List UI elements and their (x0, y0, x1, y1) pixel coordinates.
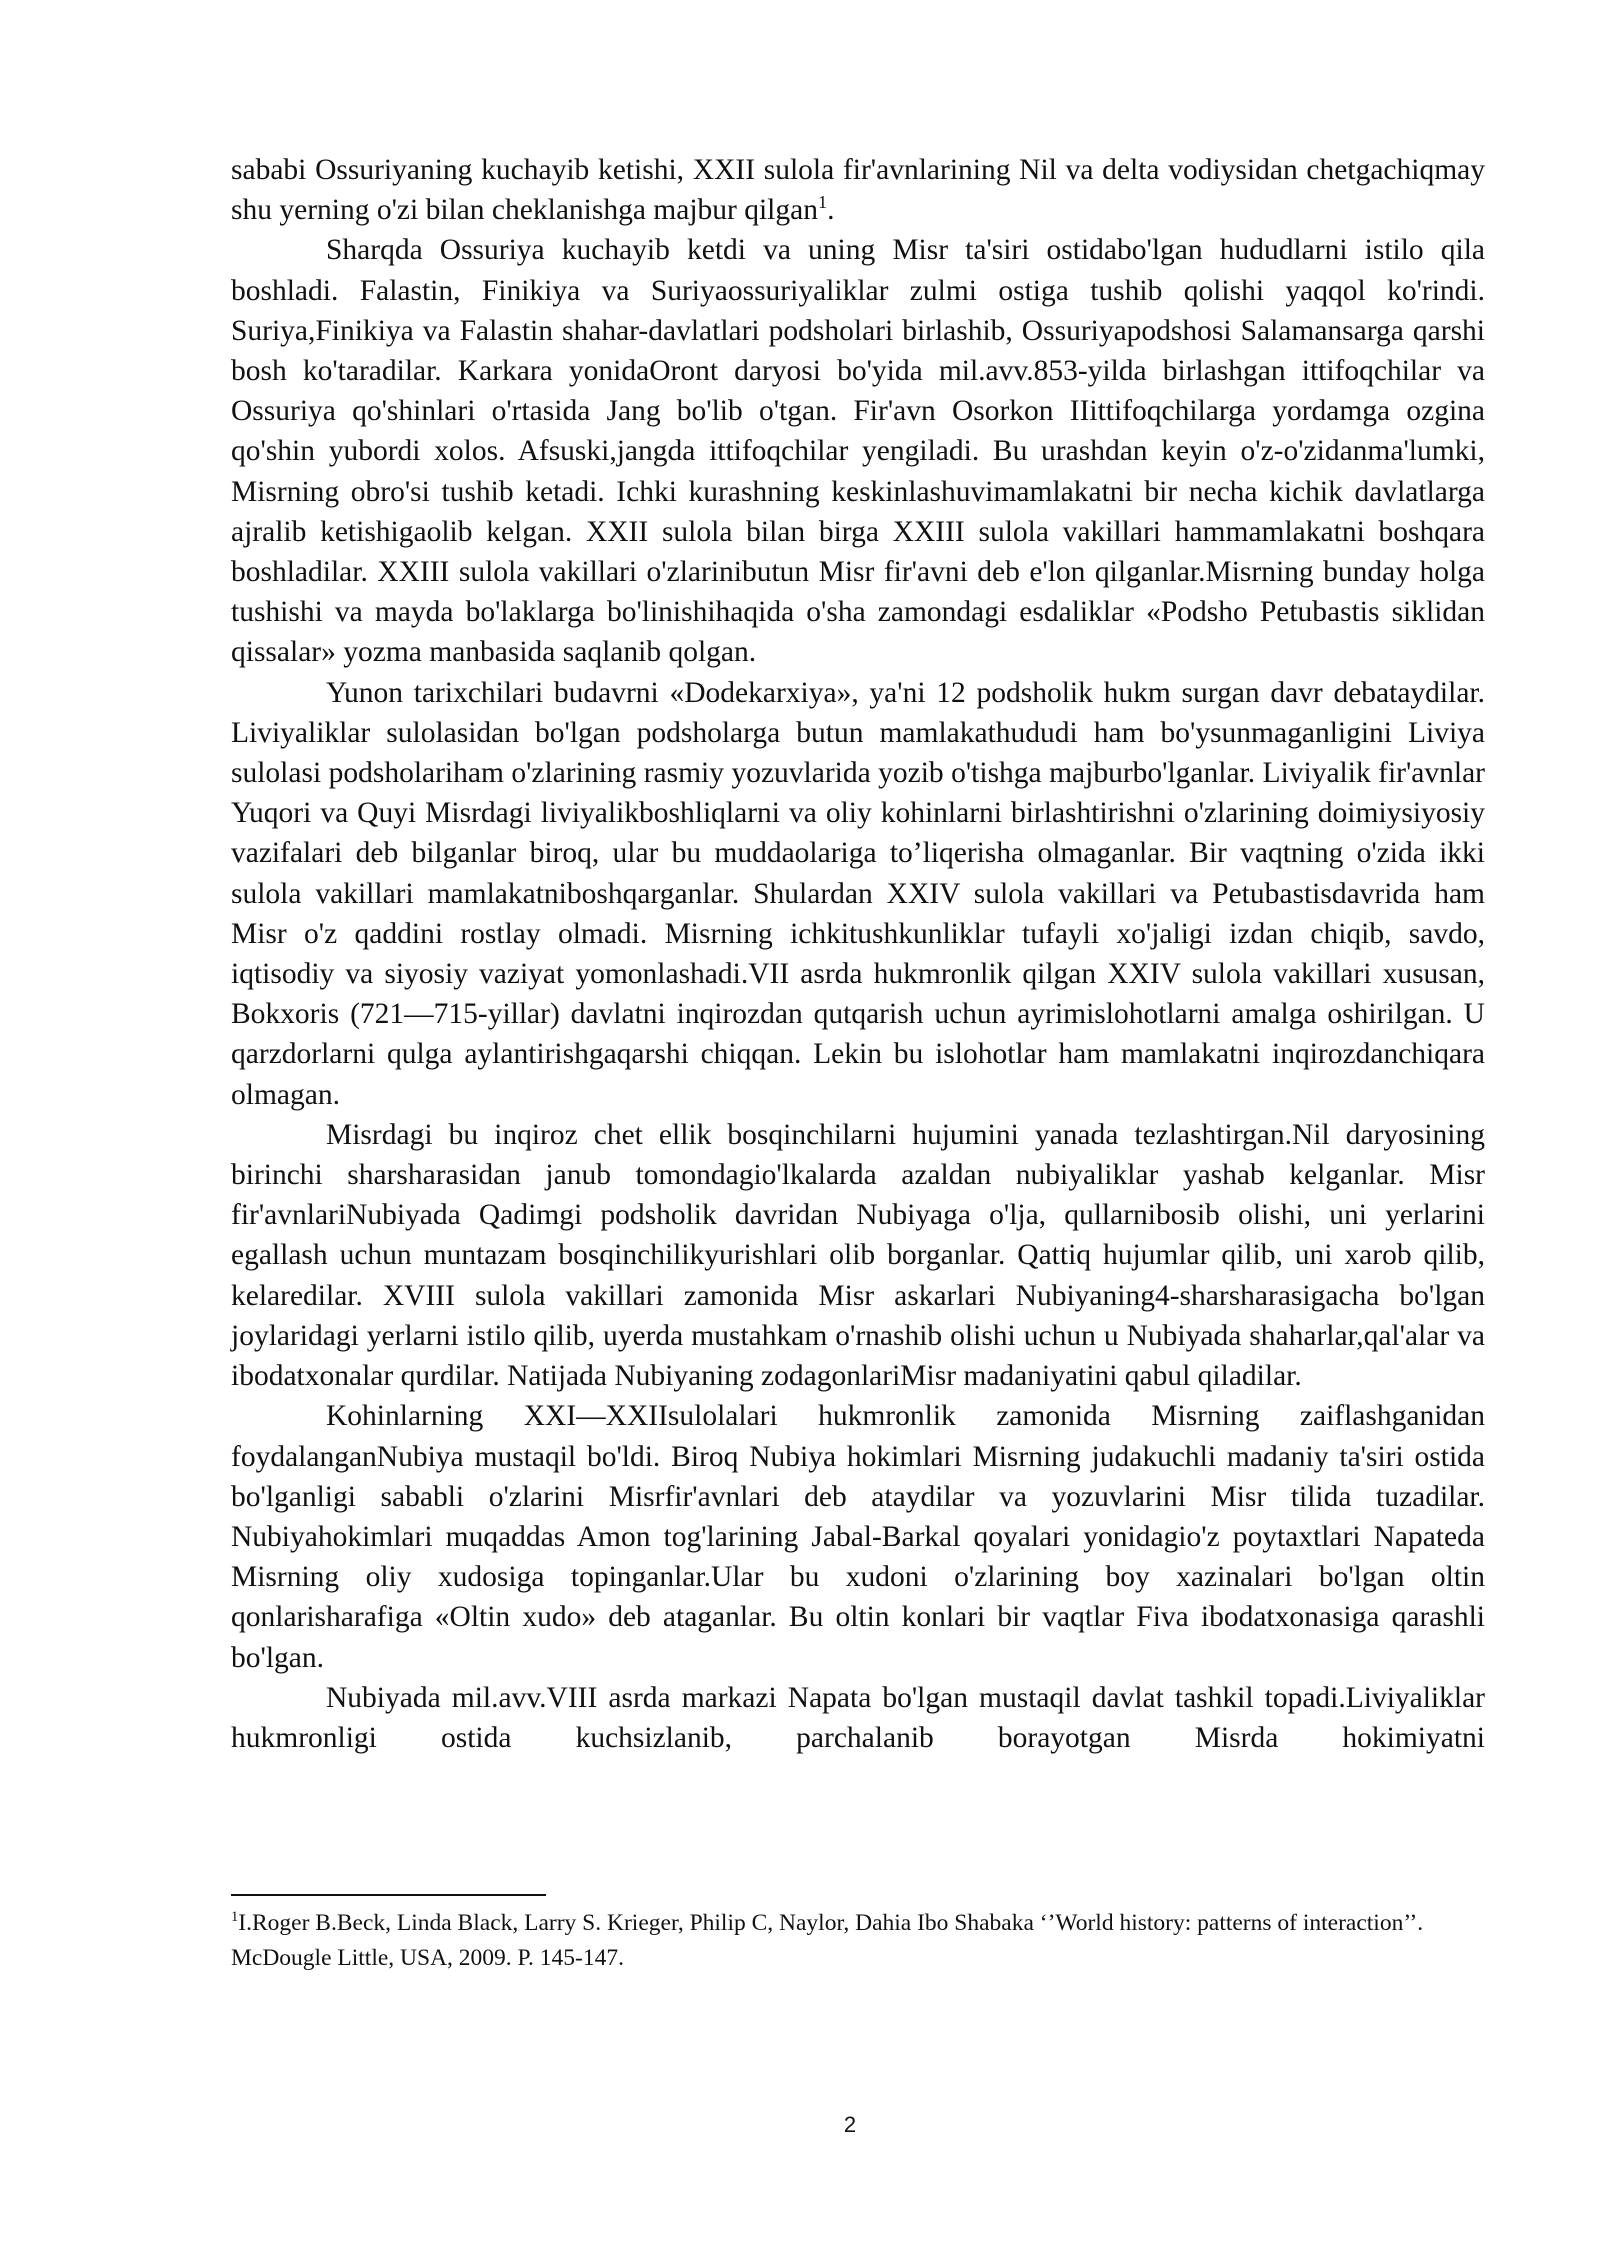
paragraph-nubiya-invasions: Misrdagi bu inqiroz chet ellik bosqinchilarni hujumini yanada tezlashtirgan.Nil daryosining birinchi sharsharasidan janub tomondagio'lkalarda azaldan nubiyaliklar yashab kelganlar. Misr fir'avnlariNubiyada Qadimgi podsholik davridan Nubiyaga o'lja, qullarnibosib olishi, uni yerlarini egallash uchun muntazam bosqinchilikyurishlari olib borganlar. Qattiq hujumlar qilib, uni xarob qilib, kelaredilar. XVIII sulola vakillari zamonida Misr askarlari Nubiyaning4-sharsharasigacha bo'lgan joylaridagi yerlarni istilo qilib, uyerda mustahkam o'rnashib olishi uchun u Nubiyada shaharlar,qal'alar va ibodatxonalar qurdilar. Natijada Nubiyaning zodagonlariMisr madaniyatini qabul qiladilar. (231, 1118, 1485, 1393)
footnote-reference: 1 (817, 192, 828, 213)
footnote-text: I.Roger B.Beck, Linda Black, Larry S. Krieger, Philip C, Naylor, Dahia Ibo Shabaka ‘’World history: patterns of interaction’’. McDougle Little, USA, 2009. P. 145-147. (231, 1910, 1424, 1971)
footnote-marker: 1 (231, 1909, 239, 1926)
paragraph-ossuriya: Sharqda Ossuriya kuchayib ketdi va uning Misr ta'siri ostidabo'lgan hududlarni istilo qila boshladi. Falastin, Finikiya va Suriyaossuriyaliklar zulmi ostiga tushib qolishi yaqqol ko'rindi. Suriya,Finikiya va Falastin shahar-davlatlari podsholari birlashib, Ossuriyapodshosi Salamansarga qarshi bosh ko'taradilar. Karkara yonidaOront daryosi bo'yida mil.avv.853-yilda birlashgan ittifoqchilar va Ossuriya qo'shinlari o'rtasida Jang bo'lib o'tgan. Fir'avn Osorkon IIittifoqchilarga yordamga ozgina qo'shin yubordi xolos. Afsuski,jangda ittifoqchilar yengiladi. Bu urashdan keyin o'z-o'zidanma'lumki, Misrning obro'si tushib ketadi. Ichki kurashning keskinlashuvimamlakatni bir necha kichik davlatlarga ajralib ketishigaolib kelgan. XXII sulola bilan birga XXIII sulola vakillari hammamlakatni boshqara boshladilar. XXIII sulola vakillari o'zlarinibutun Misr fir'avni deb e'lon qilganlar.Misrning bunday holga tushishi va mayda bo'laklarga bo'linishihaqida o'sha zamondagi esdaliklar «Podsho Petubastis siklidan qissalar» yozma manbasida saqlanib qolgan. (231, 234, 1485, 669)
paragraph-nubiya-independence: Kohinlarning XXI—XXIIsulolalari hukmronlik zamonida Misrning zaiflashganidan foydalanganNubiya mustaqil bo'ldi. Biroq Nubiya hokimlari Misrning judakuchli madaniy ta'siri ostida bo'lganligi sababli o'zlarini Misrfir'avnlari deb ataydilar va yozuvlarini Misr tilida tuzadilar. Nubiyahokimlari muqaddas Amon tog'larining Jabal-Barkal qoyalari yonidagio'z poytaxtlari Napateda Misrning oliy xudosiga topinganlar.Ular bu xudoni o'zlarining boy xazinalari bo'lgan oltin qonlarisharafiga «Oltin xudo» deb ataganlar. Bu oltin konlari bir vaqtlar Fiva ibodatxonasiga qarashli bo'lgan. (231, 1400, 1485, 1674)
paragraph-continuation (231, 150, 1485, 230)
paragraph-napata: Nubiyada mil.avv.VIII asrda markazi Napata bo'lgan mustaqil davlat tashkil topadi.Liviyaliklar hukmronligi ostida kuchsizlanib, parchalanib borayotgan Misrda hokimiyatni (231, 1681, 1485, 1754)
paragraph-suffix: . (827, 194, 835, 227)
main-text (231, 150, 1485, 1758)
page-number: 2 (843, 2112, 857, 2137)
footnote-separator (231, 1894, 546, 1896)
paragraph-text: sababi Ossuriyaning kuchayib ketishi, XXII sulola fir'avnlarining Nil va delta vodiysidan chetgachiqmay shu yerning o'zi bilan cheklanishga majbur qilgan (231, 154, 1485, 227)
paragraph-dodekarxiya: Yunon tarixchilari budavrni «Dodekarxiya», ya'ni 12 podsholik hukm surgan davr debataydilar. Liviyaliklar sulolasidan bo'lgan podsholarga butun mamlakathududi ham bo'ysunmaganligini Liviya sulolasi podsholariham o'zlarining rasmiy yozuvlarida yozib o'tishga majburbo'lganlar. Liviyalik fir'avnlar Yuqori va Quyi Misrdagi liviyalikboshliqlarni va oliy kohinlarni birlashtirishni o'zlarining doimiysiyosiy vazifalari deb bilganlar biroq, ular bu muddaolariga to’liqerisha olmaganlar. Bir vaqtning o'zida ikki sulola vakillari mamlakatniboshqarganlar. Shulardan XXIV sulola vakillari va Petubastisdavrida ham Misr o'z qaddini rostlay olmadi. Misrning ichkitushkunliklar tufayli xo'jaligi izdan chiqib, savdo, iqtisodiy va siyosiy vaziyat yomonlashadi.VII asrda hukmronlik qilgan XXIV sulola vakillari xususan, Bokxoris (721—715-yillar) davlatni inqirozdan qutqarish uchun ayrimislohotlarni amalga oshirilgan. U qarzdorlarni qulga aylantirishgaqarshi chiqqan. Lekin bu islohotlar ham mamlakatni inqirozdanchiqara olmagan. (231, 676, 1485, 1111)
footnote (231, 1906, 1485, 1976)
